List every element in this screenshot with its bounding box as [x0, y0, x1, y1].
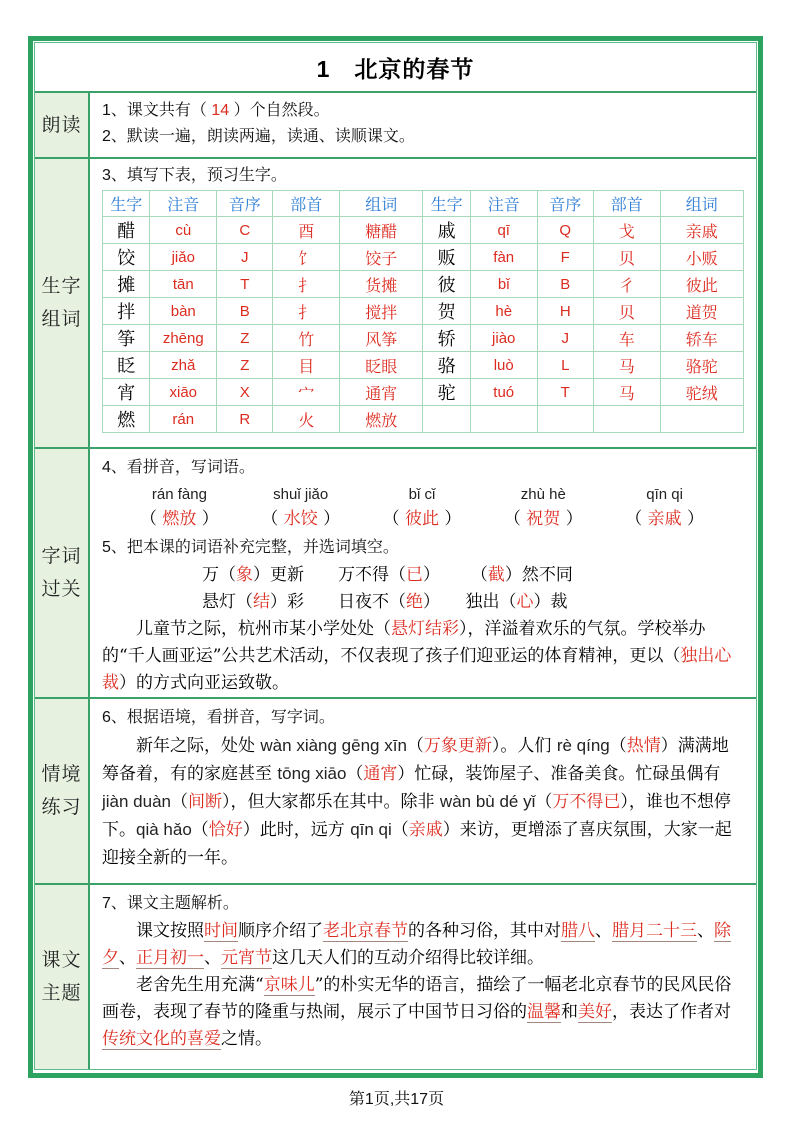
section-shengzi-content: [90, 159, 756, 447]
static-text: 顺序介绍了: [238, 921, 323, 941]
idiom-fill-line-1: [102, 562, 744, 589]
table-cell: qī: [470, 217, 537, 244]
answer-text: 老北京春节: [323, 921, 408, 941]
table-cell: H: [537, 298, 593, 325]
pinyin-word-group: [140, 484, 219, 532]
page-number: 第1页,共17页: [348, 1091, 445, 1108]
static-text: （: [191, 820, 209, 840]
pinyin-word-group: [625, 484, 704, 532]
pinyin-text: rán fàng: [151, 486, 207, 503]
static-text: 、: [595, 921, 612, 941]
static-text: 课文按照: [136, 921, 204, 941]
table-header-row: [103, 191, 744, 217]
table-cell: xiāo: [150, 379, 217, 406]
section-langdu: [35, 91, 756, 157]
answer-text: 元宵节: [221, 948, 272, 968]
table-cell: 货摊: [340, 271, 423, 298]
pinyin-write-words: [102, 482, 744, 534]
answer-text: 彼此: [405, 509, 439, 529]
answer-text: 亲戚: [408, 820, 443, 840]
pinyin-word-group: [504, 484, 583, 532]
answer-text: 截: [487, 565, 505, 585]
static-text: （: [535, 792, 553, 812]
table-cell: 饺子: [340, 244, 423, 271]
table-cell: 扌: [273, 271, 340, 298]
table-cell: 马: [593, 352, 660, 379]
static-text: ），洋溢着欢乐的气氛。学校举办的“千人画亚运”公共艺术活动，不仅表现了孩子们迎亚运的体育精神，更以（: [102, 619, 706, 666]
theme-paragraph-1: [102, 918, 744, 972]
table-cell: 贝: [593, 244, 660, 271]
answer-text: 除夕: [102, 921, 731, 968]
table-header-cell: 组词: [340, 191, 423, 217]
fill-blank-paragraph: [102, 616, 744, 697]
table-row: [103, 406, 744, 433]
static-text: 、: [204, 948, 221, 968]
section-theme: [35, 883, 756, 1069]
table-cell: 扌: [273, 298, 340, 325]
table-header-cell: 组词: [660, 191, 743, 217]
section-label-text: 生字: [41, 276, 82, 297]
section-context: [35, 697, 756, 883]
table-cell: T: [537, 379, 593, 406]
static-text: ）裁: [533, 592, 568, 612]
section-theme-content: [90, 885, 756, 1069]
table-header-cell: 音序: [217, 191, 273, 217]
static-text: ）更新 万不得（: [253, 565, 406, 585]
static-text: ，表达了作者对: [612, 1002, 731, 1022]
answer-text: 美好: [578, 1002, 612, 1022]
idiom-fill-line-2: [102, 589, 744, 616]
section-label-wordpass: [35, 449, 90, 697]
section-label-text: 练习: [41, 797, 82, 818]
answer-text: 京味儿: [263, 975, 315, 995]
table-cell: cù: [150, 217, 217, 244]
section-label-text: 字词: [41, 546, 82, 567]
table-cell: 贝: [593, 298, 660, 325]
table-cell: 目: [273, 352, 340, 379]
table-cell: [537, 406, 593, 433]
static-text: ）忙碌，装饰屋子、准备美食。忙碌虽偶有: [397, 764, 721, 784]
section-langdu-content: [90, 93, 756, 157]
answer-text: 腊八: [561, 921, 595, 941]
table-cell: 摊: [103, 271, 150, 298]
pinyin-text: bǐ cǐ: [408, 486, 436, 503]
table-cell: 通宵: [340, 379, 423, 406]
static-text: ），谁也不想停下。: [102, 792, 731, 840]
table-cell: 酉: [273, 217, 340, 244]
answer-word: （ 亲戚 ）: [625, 509, 704, 529]
answer-word: （ 燃放 ）: [140, 509, 219, 529]
section-label-context: [35, 699, 90, 883]
section-shengzi: [35, 157, 756, 447]
page-title: 1 北京的春节: [316, 55, 475, 82]
answer-paragraph-count: 14: [211, 102, 230, 119]
table-cell: Q: [537, 217, 593, 244]
table-header-cell: 音序: [537, 191, 593, 217]
static-text: ） 独出（: [423, 592, 517, 612]
table-row: [103, 325, 744, 352]
section-wordpass-content: [90, 449, 756, 697]
table-row: [103, 379, 744, 406]
answer-word: （ 水饺 ）: [261, 509, 341, 529]
table-cell: 竹: [273, 325, 340, 352]
table-cell: F: [537, 244, 593, 271]
pinyin-text: qīn qi: [646, 486, 683, 503]
table-cell: [593, 406, 660, 433]
table-row: [103, 217, 744, 244]
answer-text: 亲戚: [647, 509, 682, 529]
answer-text: qīn qi: [350, 820, 392, 839]
section-wordpass: [35, 447, 756, 697]
table-row: [103, 271, 744, 298]
table-cell: 骆驼: [660, 352, 743, 379]
static-text: （: [391, 820, 409, 840]
question-3: 3、填写下表，预习生字。: [102, 167, 287, 184]
answer-text: 水饺: [283, 509, 318, 529]
answer-text: 已: [406, 565, 423, 585]
question-1-post: ）个自然段。: [229, 102, 330, 119]
table-cell: 燃放: [340, 406, 423, 433]
answer-text: 传统文化的喜爱: [102, 1029, 221, 1049]
table-cell: 道贺: [660, 298, 743, 325]
answer-text: 正月初一: [136, 948, 204, 968]
answer-text: tōng xiāo: [277, 764, 347, 783]
answer-text: jiàn duàn: [102, 792, 172, 811]
table-cell: C: [217, 217, 273, 244]
answer-text: 燃放: [162, 509, 197, 529]
table-cell: jiǎo: [150, 244, 217, 271]
static-text: ）的方式向亚运致敬。: [119, 673, 289, 693]
static-text: 、: [119, 948, 136, 968]
answer-text: wàn bù dé yǐ: [439, 792, 536, 811]
answer-word: （ 彼此 ）: [382, 509, 462, 529]
section-label-text: 主题: [41, 983, 82, 1004]
section-label-theme: [35, 885, 90, 1069]
table-cell: 戈: [593, 217, 660, 244]
table-cell: 拌: [103, 298, 150, 325]
table-cell: 饣: [273, 244, 340, 271]
section-context-content: [90, 699, 756, 883]
static-text: （: [406, 736, 424, 756]
context-paragraph: [102, 732, 744, 872]
static-text: ”的朴实无华的语言，描绘了一幅老北京春节的民风民俗画卷，表现了春节的隆重与热闹，展示了中国节日习俗的: [102, 975, 732, 1022]
static-text: 悬灯（: [202, 592, 253, 612]
static-text: ）来访，更增添了喜庆氛围，大家一起迎接全新的一年。: [102, 820, 732, 868]
table-cell: T: [217, 271, 273, 298]
section-label-text: 情境: [41, 764, 82, 785]
answer-text: 腊月二十三: [612, 921, 697, 941]
answer-text: 万不得已: [552, 792, 621, 812]
hanzi-table: [102, 190, 744, 433]
table-cell: zhēng: [150, 325, 217, 352]
table-cell: 亲戚: [660, 217, 743, 244]
static-text: 新年之际，处处: [136, 736, 261, 756]
table-cell: hè: [470, 298, 537, 325]
table-cell: tān: [150, 271, 217, 298]
answer-text: wàn xiàng gēng xīn: [260, 736, 407, 755]
pinyin-text: zhù hè: [520, 486, 566, 503]
section-label-langdu: [35, 93, 90, 157]
table-cell: rán: [150, 406, 217, 433]
answer-text: 祝贺: [526, 509, 561, 529]
answer-text: 心: [516, 592, 534, 612]
table-cell: [423, 406, 470, 433]
question-5: 5、把本课的词语补充完整，并选词填空。: [102, 539, 399, 556]
answer-text: 悬灯结彩: [391, 619, 459, 639]
table-cell: B: [217, 298, 273, 325]
table-cell: 筝: [103, 325, 150, 352]
table-cell: 燃: [103, 406, 150, 433]
table-cell: jiào: [470, 325, 537, 352]
table-cell: 小贩: [660, 244, 743, 271]
table-cell: X: [217, 379, 273, 406]
table-cell: 糖醋: [340, 217, 423, 244]
table-cell: fàn: [470, 244, 537, 271]
table-cell: bǐ: [470, 271, 537, 298]
answer-text: rè qíng: [556, 736, 610, 755]
question-1-pre: 1、课文共有（: [102, 102, 212, 119]
answer-text: 温馨: [527, 1002, 561, 1022]
table-cell: zhǎ: [150, 352, 217, 379]
static-text: 之情。: [221, 1029, 272, 1049]
table-cell: 宵: [103, 379, 150, 406]
answer-text: 时间: [204, 921, 238, 941]
table-header-cell: 注音: [470, 191, 537, 217]
table-cell: Z: [217, 325, 273, 352]
table-row: [103, 298, 744, 325]
answer-text: 绝: [406, 592, 423, 612]
table-cell: luò: [470, 352, 537, 379]
table-cell: L: [537, 352, 593, 379]
static-text: ）。人们: [491, 736, 557, 756]
static-text: （: [171, 792, 189, 812]
table-cell: 宀: [273, 379, 340, 406]
question-7: 7、课文主题解析。: [102, 895, 239, 912]
static-text: 和: [561, 1002, 578, 1022]
question-4: 4、看拼音，写词语。: [102, 459, 255, 476]
table-cell: 搅拌: [340, 298, 423, 325]
static-text: 这几天人们的互动介绍得比较详细。: [272, 948, 544, 968]
answer-text: 万象更新: [423, 736, 492, 756]
static-text: 的各种习俗，其中对: [408, 921, 561, 941]
answer-text: 独出心裁: [102, 646, 732, 693]
table-cell: tuó: [470, 379, 537, 406]
static-text: ），但大家都乐在其中。除非: [222, 792, 440, 812]
table-cell: 眨: [103, 352, 150, 379]
answer-text: 结: [253, 592, 270, 612]
question-2: 2、默读一遍，朗读两遍，读通、读顺课文。: [102, 128, 415, 145]
table-header-cell: 生字: [423, 191, 470, 217]
table-row: [103, 352, 744, 379]
table-cell: 火: [273, 406, 340, 433]
static-text: 儿童节之际，杭州市某小学处处（: [136, 619, 391, 639]
table-cell: 彼此: [660, 271, 743, 298]
answer-word: （ 祝贺 ）: [503, 509, 583, 529]
static-text: 万（: [202, 565, 236, 585]
pinyin-word-group: [383, 484, 462, 532]
static-text: ）满满地筹备着，有的家庭甚至: [102, 736, 729, 784]
static-text: （: [609, 736, 627, 756]
table-cell: 贺: [423, 298, 470, 325]
table-cell: 驼绒: [660, 379, 743, 406]
static-text: 老舍先生用充满“: [136, 975, 264, 995]
worksheet-inner: [34, 42, 757, 1070]
question-6: 6、根据语境，看拼音，写字词。: [102, 709, 335, 726]
theme-paragraph-2: [102, 972, 744, 1053]
table-cell: 戚: [423, 217, 470, 244]
answer-text: 通宵: [363, 764, 398, 784]
table-cell: 驼: [423, 379, 470, 406]
pinyin-word-group: [261, 484, 340, 532]
section-label-text: 组词: [41, 309, 82, 330]
table-cell: 眨眼: [340, 352, 423, 379]
table-cell: 贩: [423, 244, 470, 271]
table-row: [103, 244, 744, 271]
pinyin-text: shuǐ jiǎo: [273, 486, 329, 503]
table-cell: B: [537, 271, 593, 298]
table-header-cell: 生字: [103, 191, 150, 217]
table-cell: 车: [593, 325, 660, 352]
table-cell: [470, 406, 537, 433]
section-label-text: 课文: [41, 950, 82, 971]
static-text: ）彩 日夜不（: [270, 592, 406, 612]
table-cell: Z: [217, 352, 273, 379]
answer-text: 间断: [188, 792, 223, 812]
answer-text: qià hǎo: [136, 820, 192, 839]
static-text: ） （: [423, 565, 488, 585]
worksheet-frame: [28, 36, 763, 1078]
table-cell: 骆: [423, 352, 470, 379]
static-text: （: [346, 764, 364, 784]
table-cell: 轿: [423, 325, 470, 352]
table-cell: 风筝: [340, 325, 423, 352]
table-cell: J: [537, 325, 593, 352]
table-cell: J: [217, 244, 273, 271]
answer-text: 热情: [626, 736, 661, 756]
table-header-cell: 部首: [273, 191, 340, 217]
answer-text: 恰好: [208, 820, 243, 840]
table-cell: bàn: [150, 298, 217, 325]
table-cell: 马: [593, 379, 660, 406]
table-cell: [660, 406, 743, 433]
section-label-shengzi: [35, 159, 90, 447]
table-cell: 彳: [593, 271, 660, 298]
table-cell: 彼: [423, 271, 470, 298]
table-cell: 轿车: [660, 325, 743, 352]
answer-text: 象: [236, 565, 253, 585]
static-text: ）此时，远方: [242, 820, 351, 840]
table-header-cell: 注音: [150, 191, 217, 217]
section-label-text: 过关: [41, 579, 82, 600]
question-1: [102, 98, 744, 124]
table-cell: R: [217, 406, 273, 433]
static-text: ）然不同: [504, 565, 573, 585]
table-header-cell: 部首: [593, 191, 660, 217]
static-text: 、: [697, 921, 714, 941]
table-cell: 饺: [103, 244, 150, 271]
table-cell: 醋: [103, 217, 150, 244]
section-label-text: 朗读: [41, 114, 82, 136]
